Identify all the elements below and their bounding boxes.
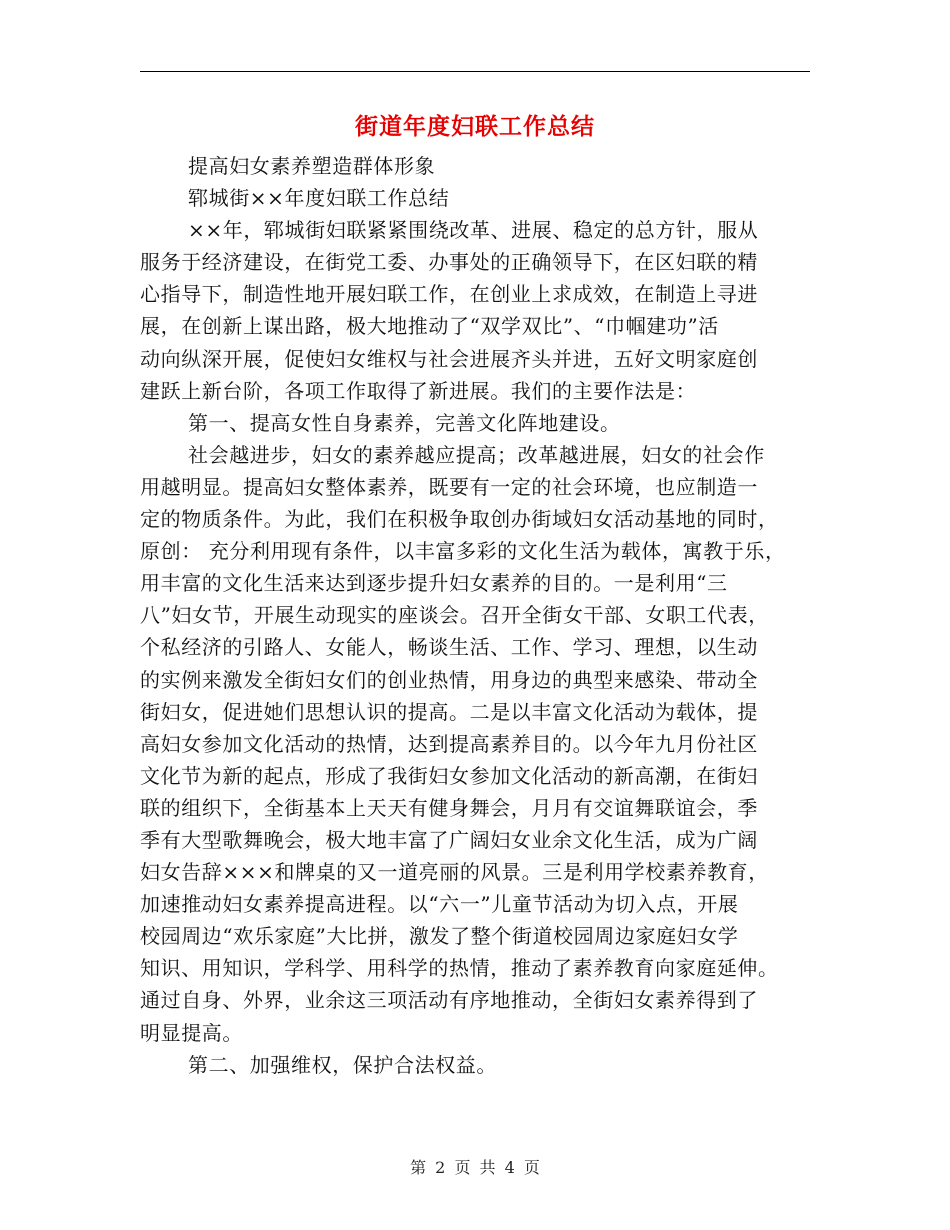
paragraph-line: 街妇女，促进她们思想认识的提高。二是以丰富文化活动为载体，提 <box>140 699 758 724</box>
paragraph-line: 动向纵深开展，促使妇女维权与社会进展齐头并进，五好文明家庭创 <box>140 346 758 371</box>
paragraph-line: 用丰富的文化生活来达到逐步提升妇女素养的目的。一是利用“三 <box>140 571 728 596</box>
subtitle-line: 提高妇女素养塑造群体形象 <box>188 154 436 178</box>
paragraph-line: 通过自身、外界，业余这三项活动有序地推动，全街妇女素养得到了 <box>140 988 758 1013</box>
paragraph-line: 个私经济的引路人、女能人，畅谈生活、工作、学习、理想，以生动 <box>140 635 758 660</box>
paragraph-line: 心指导下，制造性地开展妇联工作，在创业上求成效，在制造上寻进 <box>140 282 758 307</box>
paragraph-line: 社会越进步，妇女的素养越应提高；改革越进展，妇女的社会作 <box>188 442 765 467</box>
paragraph-line: 建跃上新台阶，各项工作取得了新进展。我们的主要作法是： <box>140 378 697 403</box>
page-footer <box>140 1155 810 1178</box>
paragraph-line: 高妇女参加文化活动的热情，达到提高素养目的。以今年九月份社区 <box>140 731 758 756</box>
document-title: 街道年度妇联工作总结 <box>355 113 595 140</box>
paragraph-line: 加速推动妇女素养提高进程。以“六一”儿童节活动为切入点，开展 <box>140 892 739 917</box>
paragraph-line: 妇女告辞×××和牌桌的又一道亮丽的风景。三是利用学校素养教育， <box>140 860 769 885</box>
paragraph-line: 八”妇女节，开展生动现实的座谈会。召开全街女干部、女职工代表， <box>140 603 769 628</box>
document-body <box>140 150 810 1081</box>
paragraph-line: 定的物质条件。为此，我们在积极争取创办街域妇女活动基地的同时， <box>140 507 779 532</box>
paragraph-line: 第一、提高女性自身素养，完善文化阵地建设。 <box>188 410 621 435</box>
paragraph-line: 展，在创新上谋出路，极大地推动了“双学双比”、“巾帼建功”活 <box>140 314 719 339</box>
paragraph-list <box>140 214 810 1081</box>
paragraph-line: 文化节为新的起点，形成了我街妇女参加文化活动的新高潮，在街妇 <box>140 763 758 788</box>
subtitle-line: 郓城街××年度妇联工作总结 <box>188 186 450 211</box>
paragraph-line: 季有大型歌舞晚会，极大地丰富了广阔妇女业余文化生活，成为广阔 <box>140 827 758 852</box>
paragraph-line: 的实例来激发全街妇女们的创业热情，用身边的典型来感染、带动全 <box>140 667 758 692</box>
body-paragraph <box>140 1049 810 1081</box>
body-paragraph <box>140 439 810 1049</box>
paragraph-line: 知识、用知识，学科学、用科学的热情，推动了素养教育向家庭延伸。 <box>140 956 779 981</box>
page-number-label: 第 2 页 共 4 页 <box>410 1158 540 1177</box>
paragraph-line: ××年，郓城街妇联紧紧围绕改革、进展、稳定的总方针，服从 <box>188 218 759 243</box>
paragraph-line: 服务于经济建设，在街党工委、办事处的正确领导下，在区妇联的精 <box>140 250 758 275</box>
paragraph-line: 校园周边“欢乐家庭”大比拼，激发了整个街道校园周边家庭妇女学 <box>140 924 739 949</box>
paragraph-line: 第二、加强维权，保护合法权益。 <box>188 1052 497 1077</box>
paragraph-line: 用越明显。提高妇女整体素养，既要有一定的社会环境，也应制造一 <box>140 474 758 499</box>
body-paragraph <box>140 407 810 439</box>
paragraph-line: 原创： 充分利用现有条件，以丰富多彩的文化生活为载体，寓教于乐， <box>140 539 786 564</box>
header-rule <box>140 71 810 72</box>
paragraph-line: 联的组织下，全街基本上天天有健身舞会，月月有交谊舞联谊会，季 <box>140 795 758 820</box>
body-paragraph <box>140 214 810 407</box>
paragraph-line: 明显提高。 <box>140 1020 243 1045</box>
